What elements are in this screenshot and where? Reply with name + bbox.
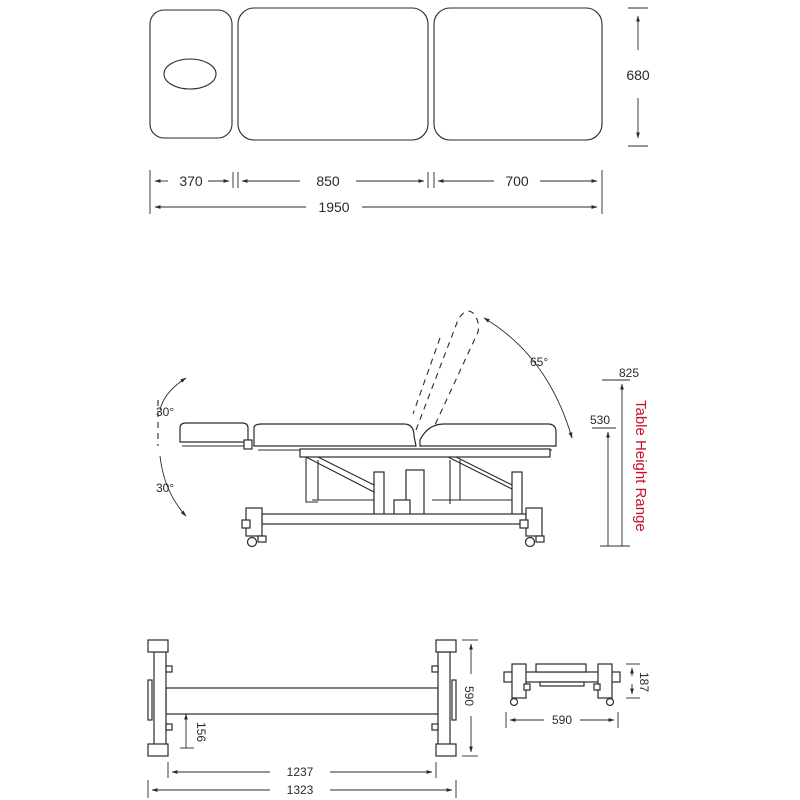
caster-left — [248, 538, 257, 547]
base-bar-side — [262, 514, 526, 524]
dim-middle-length — [242, 173, 424, 189]
foot-section-top — [434, 8, 602, 140]
angle-head-up-label: 30° — [156, 405, 175, 419]
dim-head-length — [155, 173, 229, 189]
end-caster-right — [607, 699, 614, 706]
end-caster-left — [511, 699, 518, 706]
head-section-side — [180, 423, 248, 442]
dim-total-length — [155, 199, 597, 215]
caster-right — [526, 538, 535, 547]
base-inner-length-label: 1237 — [286, 765, 314, 779]
top-view — [150, 8, 650, 215]
side-view — [156, 311, 649, 546]
dim-middle-length-label: 850 — [316, 173, 340, 189]
base-view — [148, 640, 478, 798]
dim-top-width — [626, 8, 650, 146]
end-height-label: 187 — [637, 672, 651, 693]
dim-foot-length — [438, 173, 597, 189]
dim-total-length-label: 1950 — [318, 199, 350, 215]
dim-foot-length-label: 700 — [505, 173, 529, 189]
middle-section-top — [238, 8, 428, 140]
raised-backrest-outline — [416, 311, 479, 440]
foot-section-side — [420, 424, 556, 446]
angle-head-down-label: 30° — [156, 481, 175, 495]
angle-backrest-label: 65° — [530, 355, 549, 369]
height-max-label: 825 — [619, 366, 640, 380]
base-main-beam — [166, 688, 438, 714]
height-range-label: Table Height Range — [632, 400, 649, 532]
base-width-label: 590 — [462, 686, 476, 707]
face-hole — [164, 59, 216, 89]
end-width-label: 590 — [551, 713, 573, 727]
height-min-label: 530 — [590, 413, 611, 427]
middle-section-side — [254, 424, 416, 446]
head-section-top — [150, 10, 232, 138]
base-outer-length-label: 1323 — [286, 783, 314, 797]
base-clearance-label: 156 — [194, 722, 208, 743]
end-view — [504, 664, 651, 728]
dim-head-length-label: 370 — [179, 173, 203, 189]
dim-top-width-label: 680 — [626, 67, 650, 83]
